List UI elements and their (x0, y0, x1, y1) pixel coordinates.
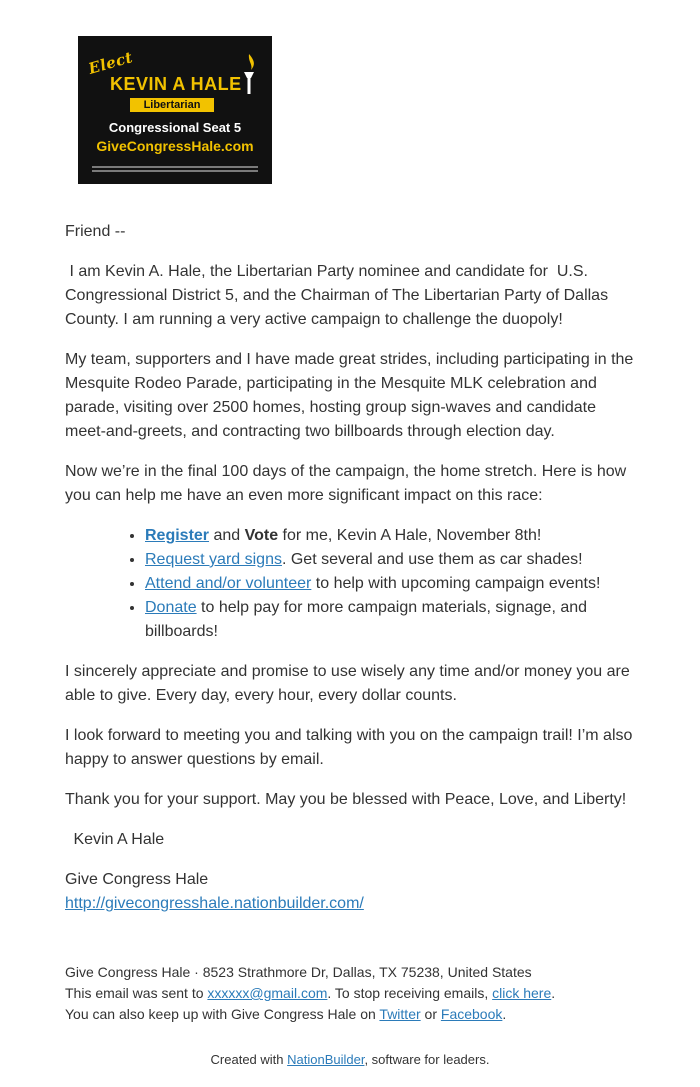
forward-text: I look forward to meeting you and talking with you on the campaign trail! I’m also happy to answer questions by email. (65, 727, 633, 768)
footer-sent-line (65, 983, 665, 1004)
list-item (145, 548, 645, 572)
created-with-line (0, 1052, 700, 1067)
logo-candidate-name: KEVIN A HALE (110, 74, 242, 94)
stretch-paragraph (65, 460, 637, 508)
vote-text: Vote (244, 527, 279, 544)
appreciate-paragraph (65, 660, 637, 708)
social-prefix: You can also keep up with Give Congress Hale on (65, 1006, 380, 1022)
logo-url-text: GiveCongressHale.com (96, 138, 254, 154)
register-link[interactable]: Register (145, 527, 210, 544)
donate-link[interactable]: Donate (145, 599, 197, 616)
social-or: or (420, 1006, 441, 1022)
donate-rest: to help pay for more campaign materials, signage, and billboards! (145, 599, 588, 640)
stretch-text: Now we’re in the final 100 days of the campaign, the home stretch. Here is how you can help me have an even more significant impact on this race: (65, 463, 627, 504)
greeting: Friend -- (65, 223, 126, 240)
appreciate-text: I sincerely appreciate and promise to use wisely any time and/or money you are able to give. Every day, every hour, every dollar counts. (65, 663, 630, 704)
intro-text: I am Kevin A. Hale, the Libertarian Party nominee and candidate for U.S. Congressional District 5, and the Chairman of The Libertarian Party of Dallas County. I am running a very active campaign to challenge the duopoly! (65, 263, 613, 328)
torch-icon (238, 52, 260, 96)
twitter-link[interactable]: Twitter (379, 1006, 421, 1022)
recipient-email-link[interactable]: xxxxxx@gmail.com (207, 985, 328, 1001)
thanks-text: Thank you for your support. May you be blessed with Peace, Love, and Liberty! (65, 791, 627, 808)
footer (65, 962, 665, 1025)
list-item (145, 572, 645, 596)
footer-social-line (65, 1004, 665, 1025)
unsubscribe-link[interactable]: click here (492, 985, 552, 1001)
forward-paragraph (65, 724, 637, 772)
social-end: . (502, 1006, 507, 1022)
volunteer-rest: to help with upcoming campaign events! (311, 575, 601, 592)
progress-text: My team, supporters and I have made great strides, including participating in the Mesquite Rodeo Parade, participating in the Mesquite MLK celebration and parade, visiting over 2500 homes, hosting group sign-waves and candidate meet-and-greets, and contracting two billboards through election day. (65, 351, 634, 440)
list-item (145, 524, 645, 548)
signature: Kevin A Hale (69, 831, 165, 848)
facebook-link[interactable]: Facebook (440, 1006, 503, 1022)
sent-end: . (551, 985, 556, 1001)
volunteer-link[interactable]: Attend and/or volunteer (145, 575, 312, 592)
logo-seat-text: Congressional Seat 5 (108, 120, 242, 135)
intro-paragraph (65, 260, 637, 332)
action-list (126, 524, 645, 644)
sent-mid: . To stop receiving emails, (327, 985, 493, 1001)
created-suffix: , software for leaders. (364, 1052, 490, 1067)
list-item (145, 596, 645, 644)
sent-prefix: This email was sent to (65, 985, 208, 1001)
logo-party-banner: Libertarian (130, 98, 214, 112)
thanks-paragraph (65, 788, 637, 812)
register-rest: for me, Kevin A Hale, November 8th! (278, 527, 542, 544)
created-prefix: Created with (210, 1052, 288, 1067)
organization-name: Give Congress Hale (65, 871, 209, 888)
yard-signs-rest: . Get several and use them as car shades! (281, 551, 583, 568)
fine-print-line (92, 170, 258, 172)
yard-signs-link[interactable]: Request yard signs (145, 551, 282, 568)
logo-fine-print (92, 166, 258, 176)
logo-elect-text: Elect (86, 48, 135, 78)
fine-print-line (92, 166, 258, 168)
progress-paragraph (65, 348, 637, 444)
organization-url-link[interactable]: http://givecongresshale.nationbuilder.com/ (65, 895, 364, 912)
nationbuilder-link[interactable]: NationBuilder (287, 1052, 365, 1067)
footer-address: Give Congress Hale · 8523 Strathmore Dr, Dallas, TX 75238, United States (65, 964, 532, 980)
organization-block (65, 868, 637, 916)
register-and: and (209, 527, 245, 544)
campaign-logo (78, 36, 272, 184)
